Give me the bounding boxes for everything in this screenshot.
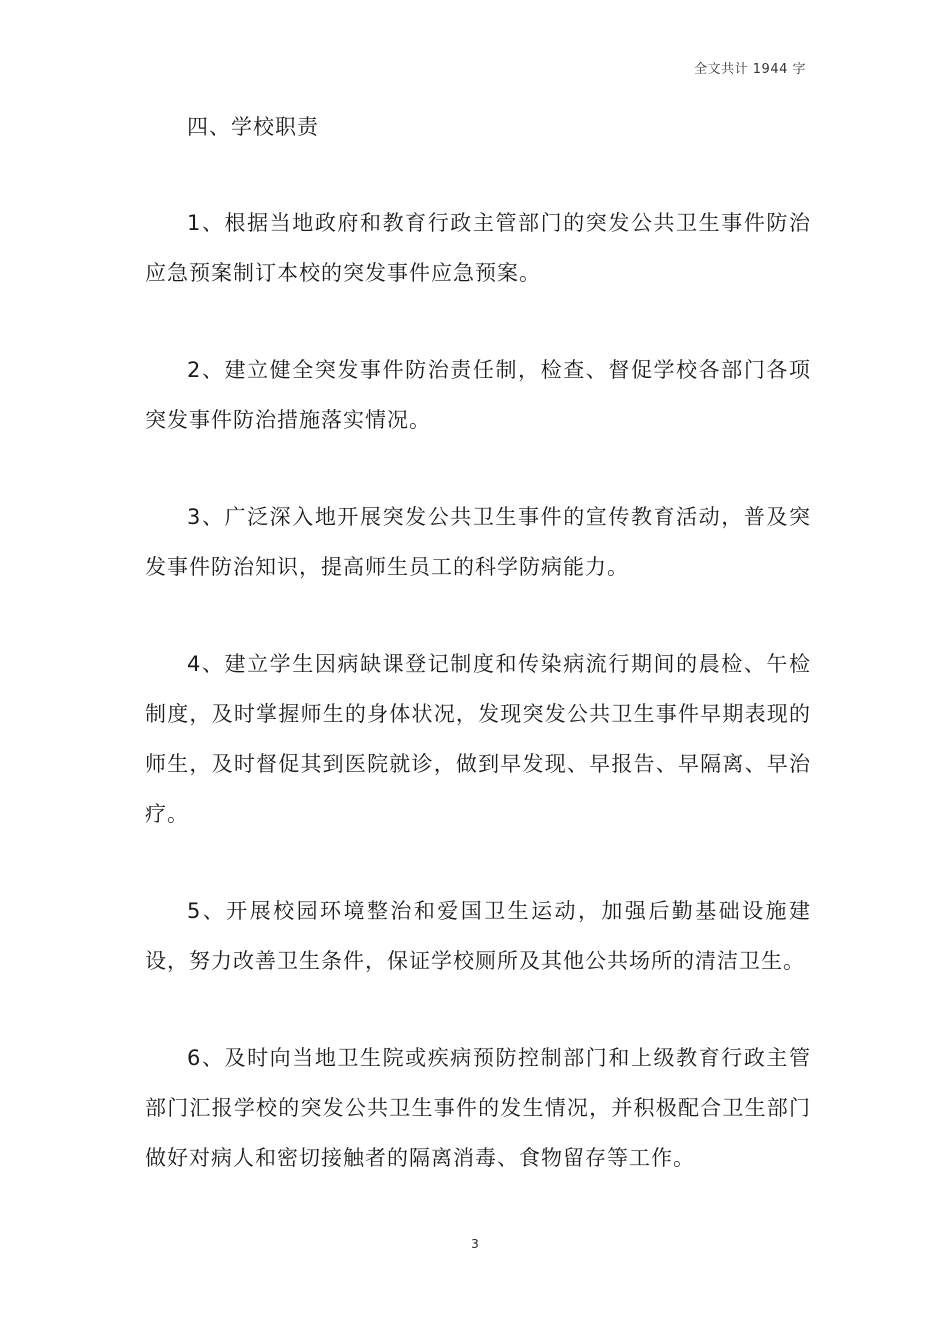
paragraph-3: 3、广泛深入地开展突发公共卫生事件的宣传教育活动，普及突发事件防治知识，提高师生员工的科学防病能力。 — [145, 505, 811, 579]
document-body — [145, 102, 811, 1230]
paragraph-4: 4、建立学生因病缺课登记制度和传染病流行期间的晨检、午检制度，及时掌握师生的身体状况，发现突发公共卫生事件早期表现的师生，及时督促其到医院就诊，做到早发现、早报告、早隔离、早治疗。 — [145, 652, 811, 826]
word-count-label: 全文共计 1944 字 — [694, 62, 806, 77]
section-heading: 四、学校职责 — [187, 115, 319, 139]
page-number: 3 — [471, 1237, 479, 1251]
paragraph-5: 5、开展校园环境整治和爱国卫生运动，加强后勤基础设施建设，努力改善卫生条件，保证学校厕所及其他公共场所的清洁卫生。 — [145, 899, 811, 973]
paragraph-6: 6、及时向当地卫生院或疾病预防控制部门和上级教育行政主管部门汇报学校的突发公共卫生事件的发生情况，并积极配合卫生部门做好对病人和密切接触者的隔离消毒、食物留存等工作。 — [145, 1046, 811, 1170]
paragraph-2: 2、建立健全突发事件防治责任制，检查、督促学校各部门各项突发事件防治措施落实情况。 — [145, 358, 811, 432]
paragraph-1: 1、根据当地政府和教育行政主管部门的突发公共卫生事件防治应急预案制订本校的突发事件应急预案。 — [145, 211, 811, 285]
